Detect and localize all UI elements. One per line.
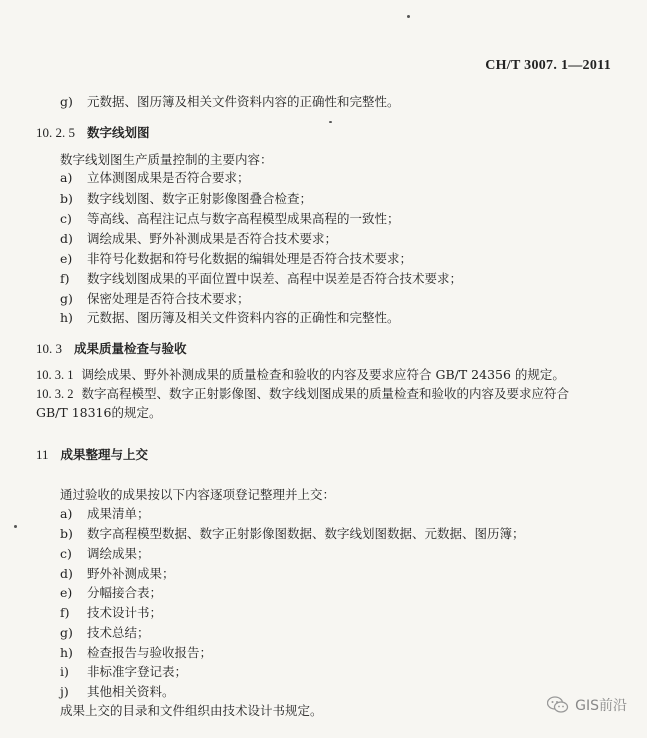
clause-10-3-2: 10. 3. 2 数字高程模型、数字正射影像图、数字线划图成果的质量检查和验收的内容及要求应符合 <box>36 386 570 401</box>
list-item: d) 野外补测成果； <box>60 566 175 581</box>
watermark-text: GIS前沿 <box>575 698 627 714</box>
list-item: b) 数字线划图、数字正射影像图叠合检查； <box>60 191 313 206</box>
list-item: a) 成果清单； <box>60 506 150 521</box>
scan-speck <box>329 121 332 123</box>
scan-speck <box>407 15 410 18</box>
list-item: d) 调绘成果、野外补测成果是否符合技术要求； <box>60 231 338 246</box>
section-heading-11: 11 成果整理与上交 <box>36 447 149 462</box>
list-item: b) 数字高程模型数据、数字正射影像图数据、数字线划图数据、元数据、图历簿； <box>60 526 525 541</box>
closing-note: 成果上交的目录和文件组织由技术设计书规定。 <box>60 703 323 718</box>
clause-10-3-1: 10. 3. 1 调绘成果、野外补测成果的质量检查和验收的内容及要求应符合 GB/T 24356 的规定。 <box>36 367 565 382</box>
clause-continuation: GB/T 18316的规定。 <box>36 405 162 420</box>
list-item: j) 其他相关资料。 <box>60 684 175 699</box>
section-intro: 数字线划图生产质量控制的主要内容： <box>60 152 273 167</box>
watermark <box>547 695 627 715</box>
scan-speck <box>14 525 17 528</box>
list-item: e) 非符号化数据和符号化数据的编辑处理是否符合技术要求； <box>60 251 413 266</box>
wechat-icon <box>547 696 569 714</box>
standard-code: CH/T 3007. 1—2011 <box>485 58 611 73</box>
section-heading-10-2-5: 10. 2. 5 数字线划图 <box>36 125 150 140</box>
section-intro: 通过验收的成果按以下内容逐项登记整理并上交： <box>60 487 336 502</box>
list-item: f) 数字线划图成果的平面位置中误差、高程中误差是否符合技术要求； <box>60 271 463 286</box>
list-item: g) 技术总结； <box>60 625 150 640</box>
list-item: g) 保密处理是否符合技术要求； <box>60 291 250 306</box>
list-item: c) 调绘成果； <box>60 546 150 561</box>
list-item: g) 元数据、图历簿及相关文件资料内容的正确性和完整性。 <box>60 94 400 109</box>
list-item: c) 等高线、高程注记点与数字高程模型成果高程的一致性； <box>60 211 400 226</box>
section-heading-10-3: 10. 3 成果质量检查与验收 <box>36 341 187 356</box>
list-item: e) 分幅接合表； <box>60 585 163 600</box>
list-item: h) 检查报告与验收报告； <box>60 645 213 660</box>
list-item: f) 技术设计书； <box>60 605 163 620</box>
list-item: a) 立体测图成果是否符合要求； <box>60 170 250 185</box>
list-item: i) 非标准字登记表； <box>60 664 188 679</box>
list-item: h) 元数据、图历簿及相关文件资料内容的正确性和完整性。 <box>60 310 400 325</box>
